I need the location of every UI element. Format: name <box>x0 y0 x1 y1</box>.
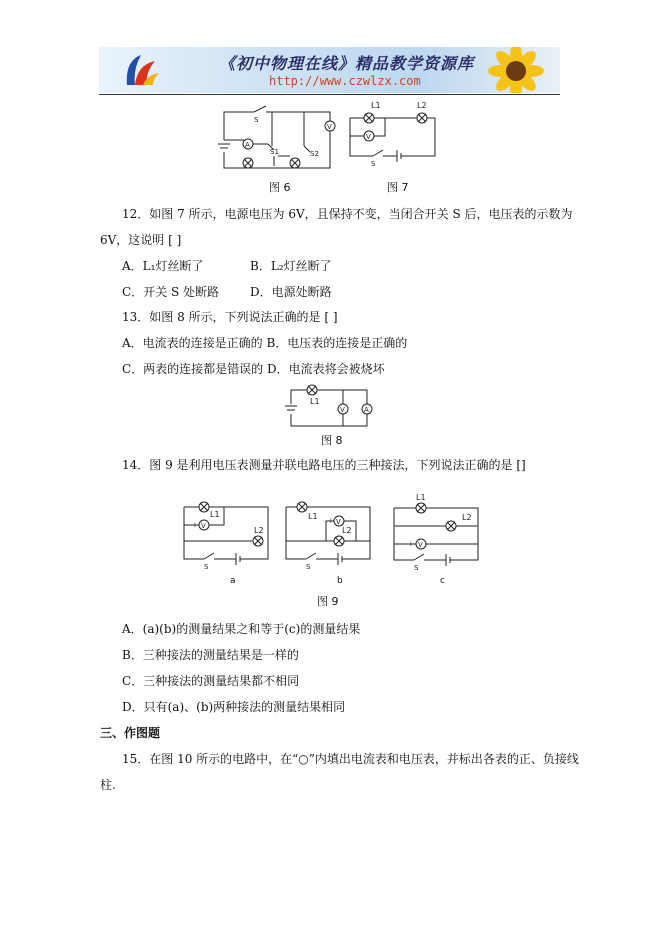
fig7-voltmeter-label: V <box>366 133 371 141</box>
fig9c-switch-label: S <box>414 564 419 572</box>
q14-option-d: D．只有(a)、(b)两种接法的测量结果相同 <box>122 700 346 714</box>
fig9b-switch-label: S <box>306 563 311 571</box>
fig6-switch-s2-label: S2 <box>310 150 319 158</box>
header-title: 《初中物理在线》精品教学资源库 <box>219 54 475 73</box>
q12-option-a: A．L₁灯丝断了 <box>122 259 204 273</box>
figure-7-caption: 图 7 <box>387 181 409 194</box>
fig9a-lamp-l2-label: L2 <box>254 526 264 535</box>
q14-option-b: B．三种接法的测量结果是一样的 <box>122 648 299 662</box>
fig6-switch-label: S <box>254 116 259 124</box>
q14-option-c: C．三种接法的测量结果都不相同 <box>122 674 300 688</box>
q15-line2: 柱. <box>100 778 116 792</box>
q14-stem: 14．图 9 是利用电压表测量并联电路电压的三种接法，下列说法正确的是 [] <box>122 458 526 472</box>
fig9c-minus-label: − <box>427 540 433 548</box>
q12-stem-line1: 12．如图 7 所示，电源电压为 6V，且保持不变，当闭合开关 S 后，电压表的示数为 <box>122 207 573 221</box>
figure-9c-circuit <box>390 490 485 570</box>
q15-line1: 15．在图 10 所示的电路中，在“○”内填出电流表和电压表，并标出各表的正、负接线 <box>122 752 579 766</box>
fig8-lamp-l1-label: L1 <box>310 397 320 406</box>
fig8-ammeter-label: A <box>364 406 369 414</box>
fig9b-voltmeter-label: V <box>336 518 341 526</box>
figure-7-circuit <box>345 100 445 166</box>
fig9a-switch-label: S <box>204 563 209 571</box>
fig9a-voltmeter-label: V <box>201 522 206 530</box>
q13-stem: 13．如图 8 所示，下列说法正确的是 [ ] <box>122 310 338 324</box>
sunflower-icon <box>481 47 551 93</box>
header-url: http://www.czwlzx.com <box>269 74 421 88</box>
figure-9b-label: b <box>337 576 343 586</box>
fig9a-plus-label: + <box>192 521 198 529</box>
fig7-lamp-l1-label: L1 <box>371 101 381 110</box>
q12-option-d: D．电源处断路 <box>250 285 332 299</box>
fig9b-plus-label: + <box>328 517 334 525</box>
site-logo-icon <box>121 51 161 89</box>
section-3-heading: 三、作图题 <box>100 726 161 740</box>
fig9b-lamp-l2-label: L2 <box>342 526 352 535</box>
fig6-switch-s1-label: S1 <box>270 148 279 156</box>
figure-9-caption: 图 9 <box>317 595 339 608</box>
fig9c-lamp-l2-label: L2 <box>462 513 472 522</box>
fig7-lamp-l2-label: L2 <box>417 101 427 110</box>
figure-9a-label: a <box>230 576 236 586</box>
q14-option-a: A．(a)(b)的测量结果之和等于(c)的测量结果 <box>122 622 361 636</box>
fig6-voltmeter-label: V <box>327 123 332 131</box>
fig9a-lamp-l1-label: L1 <box>210 510 220 519</box>
figure-9a-circuit <box>180 495 275 570</box>
fig6-ammeter-label: A <box>245 141 250 149</box>
fig7-switch-label: S <box>371 160 376 168</box>
q13-options-ab: A．电流表的连接是正确的 B．电压表的连接是正确的 <box>122 336 408 350</box>
fig9a-minus-label: − <box>211 521 217 529</box>
q12-option-b: B．L₂灯丝断了 <box>250 259 332 273</box>
header-rule <box>99 94 560 95</box>
fig9c-lamp-l1-label: L1 <box>416 493 426 502</box>
q12-stem-line2: 6V，这说明 [ ] <box>100 233 182 247</box>
figure-8-caption: 图 8 <box>321 434 343 447</box>
fig9c-voltmeter-label: V <box>418 541 423 549</box>
fig9b-lamp-l1-label: L1 <box>308 512 318 521</box>
fig8-voltmeter-label: V <box>340 406 345 414</box>
figure-6-caption: 图 6 <box>269 181 291 194</box>
figure-8-circuit <box>285 382 380 430</box>
figure-9b-circuit <box>282 495 377 570</box>
figure-6-circuit <box>210 100 350 180</box>
q13-options-cd: C．两表的连接都是错误的 D．电流表将会被烧坏 <box>122 362 385 376</box>
q12-option-c: C．开关 S 处断路 <box>122 285 220 299</box>
figure-9c-label: c <box>440 576 445 586</box>
fig9c-plus-label: + <box>408 540 414 548</box>
header-banner <box>99 47 560 93</box>
